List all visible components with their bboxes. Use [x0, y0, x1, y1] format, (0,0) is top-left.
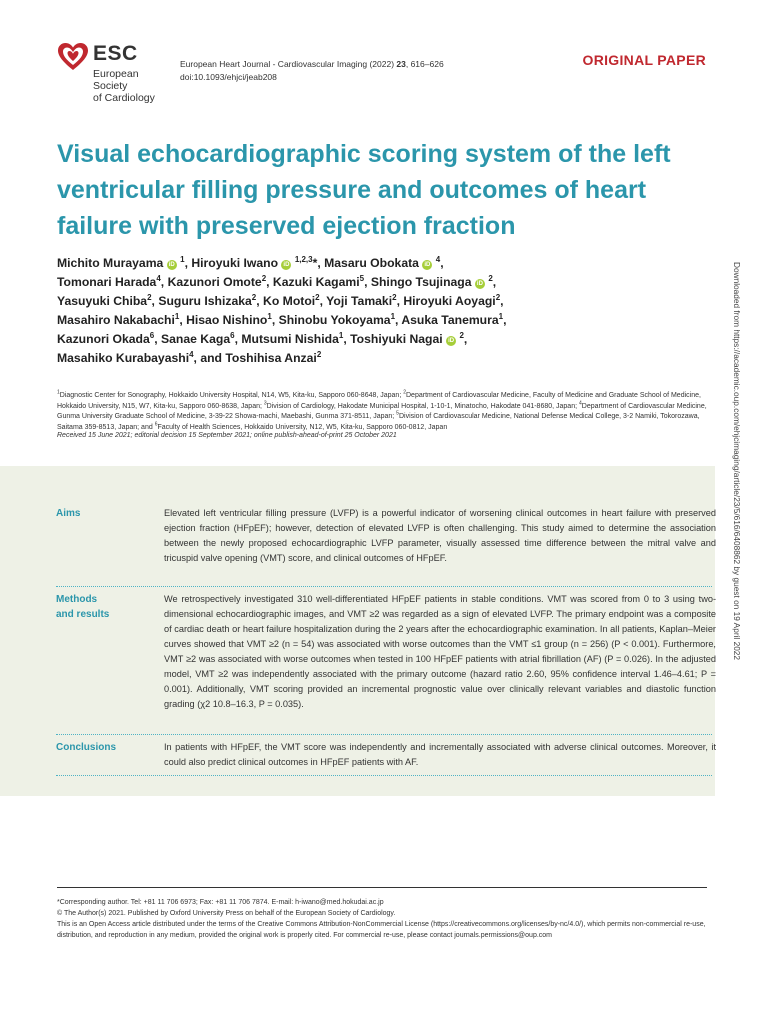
- footnotes: [57, 897, 707, 941]
- logo-name: ESC: [93, 42, 138, 65]
- methods-text: We retrospectively investigated 310 well-differentiated HFpEF patients in stable conditions. VMT was scored from 0 to 3 using two-dimensional echocardiographic images, and VMT ≥2 was regarded as a sign of elevated LVFP. The primary endpoint was a composite of cardiac death or heart failure hospitalization during the 2 years after the echocardiographic examination. In all patients, Kaplan–Meier curves showed that VMT ≥2 (n = 54) was associated with worse outcomes than the VMT ≤1 group (n = 256) (P < 0.001). Furthermore, VMT ≥2 was associated with worse outcomes when tested in 100 HFpEF patients with atrial fibrillation (AF) (P = 0.026). In the adjusted model, VMT ≥2 was independently associated with the primary outcome (hazard ratio 2.60, 95% confidence interval 1.46–4.61; P = 0.001). Additionally, VMT scoring provided an incremental prognostic value over clinically relevant variables and diastolic function grading (χ2 10.8–16.3, P = 0.035).: [164, 594, 716, 709]
- author-name[interactable]: Suguru Ishizaka: [158, 294, 252, 308]
- affiliation-ref: 4: [189, 349, 194, 359]
- author-name[interactable]: Asuka Tanemura: [401, 313, 499, 327]
- author-list: Michito Murayama iD $^1$, Hiroyuki Iwano iD $^{1,2,3}$*, Masaru Obokata iD $^4$, Tomonari Harada$^4$, Kazunori Omote$^2$, Kazuki Kagami$^5$, Shingo Tsujinaga iD $^2$, Yasuyuki Chiba$^2$, Suguru Ishizaka$^2$, Ko Motoi$^2$, Yoji Tamaki$^2$, Hiroyuki Aoyagi$^2$, Masahiro Nakabachi$^1$, Hisao Nishino$^1$, Shinobu Yokoyama$^1$, Asuka Tanemura$^1$, Kazunori Okada$^6$, Sanae Kaga$^6$, Mutsumi Nishida$^1$, Toshiyuki Nagai iD $^2$, Masahiko Kurabayashi$^4$, and Toshihisa Anzai$^2$: [57, 254, 507, 365]
- author-name[interactable]: and Toshihisa Anzai: [200, 351, 317, 365]
- author-name[interactable]: Kazunori Omote: [167, 275, 262, 289]
- affiliation-ref: 2: [315, 292, 320, 302]
- affiliation-ref: 1: [390, 311, 396, 321]
- methods-label-line-1: Methods: [56, 594, 98, 605]
- download-note: [727, 262, 747, 782]
- section-divider: [56, 586, 712, 587]
- orcid-icon[interactable]: iD: [476, 281, 483, 287]
- author-name[interactable]: Tomonari Harada: [57, 275, 157, 289]
- author-name[interactable]: Hisao Nishino: [186, 313, 268, 327]
- author-name[interactable]: Kazunori Okada: [57, 332, 150, 346]
- aims-label: Aims: [56, 508, 81, 519]
- affiliation-ref: 6: [149, 330, 155, 340]
- affiliation-ref: 1,2,3: [294, 254, 313, 264]
- affiliation-text: Division of Cardiology, Hakodate Municipal Hospital, 1-10-1, Minatocho, Hakodate 041-8680, Japan;: [266, 402, 579, 410]
- heart-logo-icon: [57, 42, 89, 72]
- author-name[interactable]: Mutsumi Nishida: [241, 332, 339, 346]
- affiliation-ref: 2: [392, 292, 397, 302]
- orcid-icon[interactable]: iD: [283, 262, 290, 268]
- affiliation-text: Department of Cardiovascular Medicine, Faculty of Medicine and Graduate School of Medicine, Hokkaido University, N15, W7, Kita-ku, Sapporo 060-8638, Japan;: [57, 392, 701, 410]
- affiliation-ref: 5: [359, 273, 365, 283]
- author-name[interactable]: Hiroyuki Iwano: [191, 256, 279, 270]
- affiliation-ref: 2: [261, 273, 267, 283]
- section-divider: [56, 734, 712, 735]
- affiliation-ref: 2: [488, 273, 493, 283]
- affiliation-ref: 1: [338, 330, 344, 340]
- affiliation-ref: 1: [174, 311, 180, 321]
- download-note-text[interactable]: Downloaded from https://academic.oup.com/ehjcimaging/article/23/5/616/6408862 by guest on 19 April 2022: [732, 262, 742, 661]
- affiliation-ref: 4: [156, 273, 161, 283]
- methods-label: [56, 592, 156, 622]
- affiliation-ref: 2: [147, 292, 152, 302]
- affiliation-ref: 2: [251, 292, 257, 302]
- affiliation-text: Diagnostic Center for Sonography, Hokkaido University Hospital, N14, W5, Kita-ku, Sapporo 060-8648, Japan;: [59, 392, 404, 399]
- affiliation-number: 2: [403, 389, 406, 396]
- conclusions-text: In patients with HFpEF, the VMT score was independently and incrementally associated with adverse clinical outcomes. Moreover, it could also predict clinical outcomes in HFpEF patients with AF.: [164, 742, 716, 767]
- journal-citation: [180, 58, 444, 71]
- author-name[interactable]: Michito Murayama: [57, 256, 164, 270]
- section-divider: [56, 775, 712, 776]
- conclusions-label: Conclusions: [56, 742, 117, 753]
- affiliation-ref: 4: [435, 254, 441, 264]
- logo-subtitle-line-1: European Society: [93, 68, 139, 92]
- author-name[interactable]: Masahiko Kurabayashi: [57, 351, 190, 365]
- orcid-icon[interactable]: iD: [448, 338, 455, 344]
- affiliation-ref: 2: [495, 292, 501, 302]
- esc-logo: [57, 40, 167, 104]
- logo-subtitle-line-2: of Cardiology: [93, 92, 155, 104]
- journal-volume: 23: [396, 59, 406, 69]
- orcid-icon[interactable]: iD: [168, 262, 175, 268]
- author-name[interactable]: Yoji Tamaki: [326, 294, 393, 308]
- affiliation-ref: 6: [230, 330, 235, 340]
- structured-abstract: [0, 466, 715, 796]
- affiliation-number: 5: [396, 410, 399, 417]
- journal-pages: , 616–626: [405, 59, 444, 69]
- author-name[interactable]: Masaru Obokata: [324, 256, 419, 270]
- affiliation-number: 4: [578, 400, 582, 407]
- aims-text: Elevated left ventricular filling pressure (LVFP) is a powerful indicator of worsening clinical outcomes in heart failure with preserved ejection fraction (HFpEF); however, detection of elevated LVFP is often challenging. This study aimed to determine the association between the newly proposed echocardiographic LVFP parameter, visually assessed time difference between the mitral valve and tricuspid valve opening (VMT) score, and clinical outcomes of HFpEF.: [164, 508, 716, 563]
- author-name[interactable]: Kazuki Kagami: [272, 275, 360, 289]
- affiliation-ref: 2: [316, 349, 322, 359]
- affiliation-ref: 2: [459, 330, 464, 340]
- affiliation-text: Faculty of Health Sciences, Hokkaido University, N12, W5, Kita-ku, Sapporo 060-0812, Japan: [157, 423, 448, 431]
- author-name[interactable]: Toshiyuki Nagai: [350, 332, 443, 346]
- journal-name: European Heart Journal - Cardiovascular Imaging (2022): [180, 59, 397, 69]
- affiliation-number: 6: [154, 421, 158, 428]
- logo-subtitle: [93, 68, 167, 104]
- article-type: ORIGINAL PAPER: [582, 52, 706, 68]
- author-name[interactable]: Ko Motoi: [263, 294, 316, 308]
- affiliation-ref: 1: [267, 311, 272, 321]
- journal-info: [180, 58, 444, 84]
- license[interactable]: This is an Open Access article distributed under the terms of the Creative Commons Attribution-NonCommercial License (https://creativecommons.org/licenses/by-nc/4.0/), which permits non-commercial re-use, distribution, and reproduction in any medium, provided the original work is properly cited. For commercial re-use, please contact journals.permissions@oup.com: [57, 921, 706, 939]
- doi[interactable]: doi:10.1093/ehjci/jeab208: [180, 72, 277, 82]
- corresponding-author[interactable]: *Corresponding author. Tel: +81 11 706 6973; Fax: +81 11 706 7874. E-mail: h-iwano@med.hokudai.ac.jp: [57, 899, 384, 906]
- affiliation-ref: 1: [180, 254, 185, 264]
- author-name[interactable]: Masahiro Nakabachi: [57, 313, 175, 327]
- affiliation-number: 3: [263, 400, 267, 407]
- methods-label-line-2: and results: [56, 609, 110, 620]
- affiliations: [57, 391, 707, 433]
- received-dates: Received 15 June 2021; editorial decision 15 September 2021; online publish-ahead-of-print 25 October 2021: [57, 432, 397, 439]
- author-name[interactable]: Hiroyuki Aoyagi: [403, 294, 496, 308]
- author-name[interactable]: Sanae Kaga: [161, 332, 231, 346]
- author-name[interactable]: Yasuyuki Chiba: [57, 294, 148, 308]
- affiliation-text: Division of Cardiovascular Medicine, National Defense Medical College, 3-2 Namiki, Tokorozawa, Saitama 359-8513, Japan; and: [57, 413, 700, 431]
- affiliation-ref: 1: [498, 311, 504, 321]
- author-name[interactable]: Shingo Tsujinaga: [370, 275, 472, 289]
- affiliation-text: Department of Cardiovascular Medicine, Gunma University Graduate School of Medicine, 3-39-22 Showa-machi, Maebashi, Gunma 371-8511, Japan;: [57, 402, 707, 420]
- author-name[interactable]: Shinobu Yokoyama: [278, 313, 391, 327]
- footer-rule: [57, 887, 707, 888]
- orcid-icon[interactable]: iD: [424, 262, 431, 268]
- paper-title: Visual echocardiographic scoring system of the left ventricular filling pressure and outcomes of heart failure with preserved ejection fraction: [57, 140, 671, 240]
- copyright: © The Author(s) 2021. Published by Oxford University Press on behalf of the European Society of Cardiology.: [57, 910, 396, 917]
- affiliation-number: 1: [57, 389, 60, 396]
